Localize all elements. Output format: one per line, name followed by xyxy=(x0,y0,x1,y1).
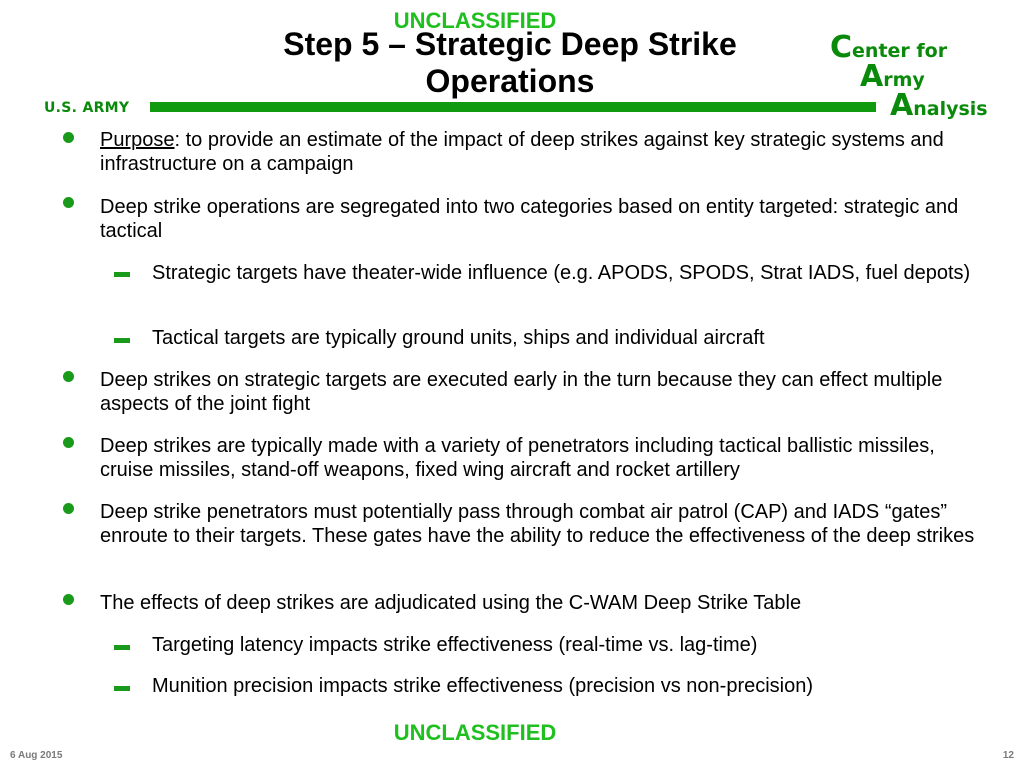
classification-top: UNCLASSIFIED xyxy=(393,8,557,33)
us-army-label: U.S. ARMY xyxy=(44,100,130,116)
sub-bullet-dash xyxy=(114,272,130,277)
bullet-item xyxy=(100,368,980,416)
bullet-text: : to provide an estimate of the impact of deep strikes against key strategic systems and infrastructure on a campaign xyxy=(100,129,944,175)
page-number: 12 xyxy=(1002,750,1014,761)
bullet-text: Deep strikes on strategic targets are executed early in the turn because they can effect multiple aspects of the joint fight xyxy=(100,369,943,415)
bullet-text: Deep strikes are typically made with a variety of penetrators including tactical ballistic missiles, cruise missiles, stand-off weapons, fixed wing aircraft and rocket artillery xyxy=(100,435,935,481)
classification-bottom: UNCLASSIFIED xyxy=(393,720,557,745)
bullet-text: Deep strike operations are segregated into two categories based on entity targeted: strategic and tactical xyxy=(100,196,959,242)
logo-c-letter: C xyxy=(830,30,853,65)
title-line-1: Step 5 – Strategic Deep Strike xyxy=(283,26,737,62)
sub-bullet-dash xyxy=(114,645,130,650)
bullet-item xyxy=(100,128,980,176)
sub-bullet-text: Munition precision impacts strike effectiveness (precision vs non-precision) xyxy=(152,675,814,697)
logo-a2-rest: nalysis xyxy=(913,98,988,120)
bullet-dot xyxy=(63,132,74,143)
sub-bullet-item xyxy=(152,261,972,285)
bullet-dot xyxy=(63,594,74,605)
bullet-dot xyxy=(63,437,74,448)
sub-bullet-text: Tactical targets are typically ground units, ships and individual aircraft xyxy=(152,327,765,349)
logo-line-3 xyxy=(890,88,988,123)
logo-a2-letter: A xyxy=(890,88,914,123)
center-for-army-analysis-logo xyxy=(830,30,1010,122)
sub-bullet-dash xyxy=(114,686,130,691)
slide-title xyxy=(200,26,820,100)
bullet-text: Deep strike penetrators must potentially pass through combat air patrol (CAP) and IADS “gates” enroute to their targets. These gates have the ability to reduce the effectiveness of the deep strikes xyxy=(100,501,975,547)
bullet-item xyxy=(100,195,980,243)
title-line-2: Operations xyxy=(425,63,595,99)
bullet-item xyxy=(100,500,980,548)
bullet-dot xyxy=(63,503,74,514)
sub-bullet-text: Targeting latency impacts strike effectiveness (real-time vs. lag-time) xyxy=(152,634,758,656)
footer-date: 6 Aug 2015 xyxy=(10,750,63,761)
purpose-label: Purpose xyxy=(100,129,175,151)
bullet-text: The effects of deep strikes are adjudicated using the C-WAM Deep Strike Table xyxy=(100,592,802,614)
sub-bullet-item xyxy=(152,326,972,350)
bullet-item xyxy=(100,434,980,482)
sub-bullet-text: Strategic targets have theater-wide influence (e.g. APODS, SPODS, Strat IADS, fuel depots) xyxy=(152,262,971,284)
logo-a1-letter: A xyxy=(860,59,884,94)
logo-c-rest: enter for xyxy=(852,40,948,62)
logo-a1-rest: rmy xyxy=(883,69,925,91)
bullet-dot xyxy=(63,371,74,382)
bullet-dot xyxy=(63,197,74,208)
header-rule xyxy=(150,102,876,112)
sub-bullet-item xyxy=(152,674,972,698)
bullet-item xyxy=(100,591,980,615)
sub-bullet-item xyxy=(152,633,972,657)
sub-bullet-dash xyxy=(114,338,130,343)
